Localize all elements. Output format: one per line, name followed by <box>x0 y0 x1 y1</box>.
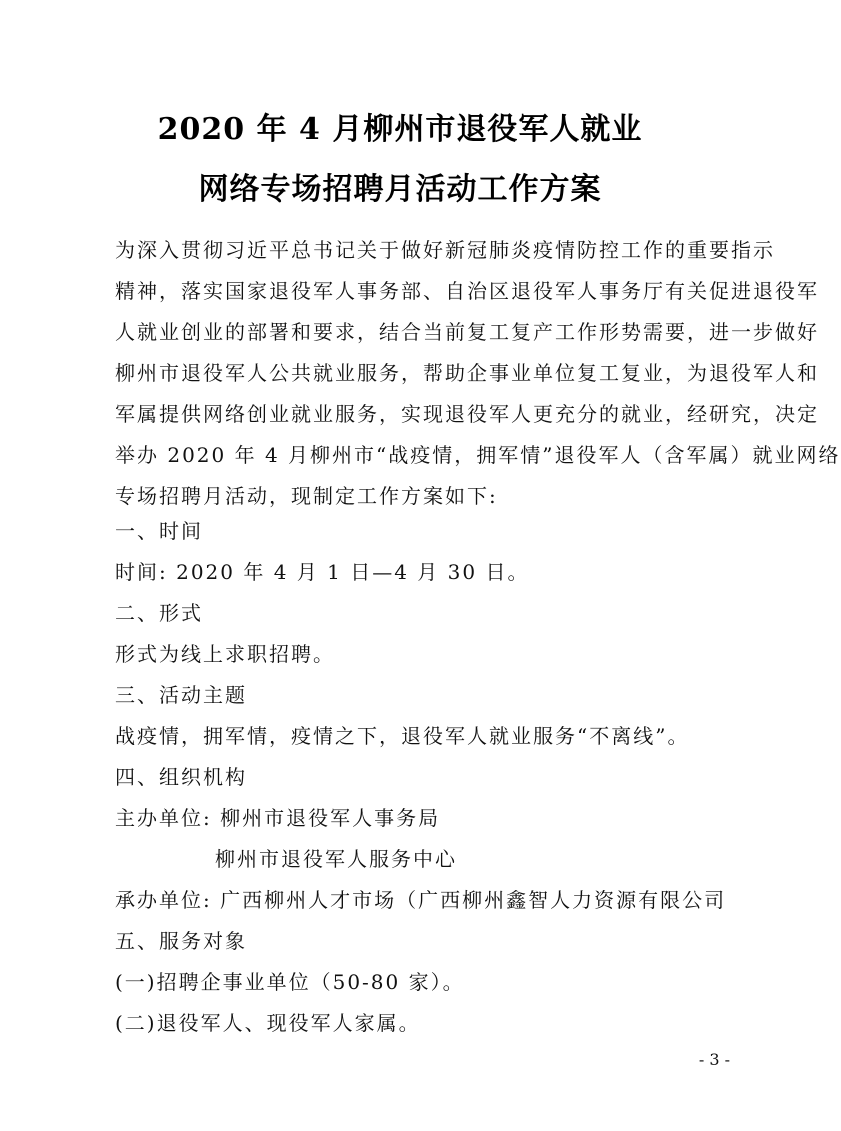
service-target-item-2: (二)退役军人、现役军人家属。 <box>115 1011 421 1035</box>
intro-line: 举办 2020 年 4 月柳州市“战疫情，拥军情”退役军人（含军属）就业网络 <box>115 443 841 467</box>
service-target-item-1: (一)招聘企事业单位（50-80 家）。 <box>115 970 465 994</box>
section-heading-organization: 四、组织机构 <box>115 765 247 789</box>
intro-line: 精神，落实国家退役军人事务部、自治区退役军人事务厅有关促进退役军 <box>115 279 819 303</box>
intro-line: 为深入贯彻习近平总书记关于做好新冠肺炎疫情防控工作的重要指示 <box>115 238 775 262</box>
host-unit-second-line: 柳州市退役军人服务中心 <box>215 847 457 871</box>
intro-line: 柳州市退役军人公共就业服务，帮助企事业单位复工复业，为退役军人和 <box>115 361 819 385</box>
document-title-line-2: 网络专场招聘月活动工作方案 <box>198 172 602 207</box>
intro-line: 军属提供网络创业就业服务，实现退役军人更充分的就业，经研究，决定 <box>115 402 819 426</box>
section-heading-time: 一、时间 <box>115 519 203 543</box>
section-text-time: 时间: 2020 年 4 月 1 日—4 月 30 日。 <box>115 560 530 584</box>
intro-line: 人就业创业的部署和要求，结合当前复工复产工作形势需要，进一步做好 <box>115 320 819 344</box>
section-text-form: 形式为线上求职招聘。 <box>115 642 335 666</box>
section-text-theme: 战疫情，拥军情，疫情之下，退役军人就业服务“不离线”。 <box>115 724 690 748</box>
section-heading-form: 二、形式 <box>115 601 203 625</box>
intro-paragraph <box>115 230 841 517</box>
organizer-unit-line: 承办单位: 广西柳州人才市场（广西柳州鑫智人力资源有限公司 <box>115 888 727 912</box>
intro-line: 专场招聘月活动，现制定工作方案如下: <box>115 484 498 508</box>
host-unit-line: 主办单位: 柳州市退役军人事务局 <box>115 806 441 830</box>
page-number: - 3 - <box>698 1050 730 1069</box>
section-heading-theme: 三、活动主题 <box>115 683 247 707</box>
section-heading-service-target: 五、服务对象 <box>115 929 247 953</box>
document-title-line-1: 2020 年 4 月柳州市退役军人就业 <box>157 112 643 147</box>
